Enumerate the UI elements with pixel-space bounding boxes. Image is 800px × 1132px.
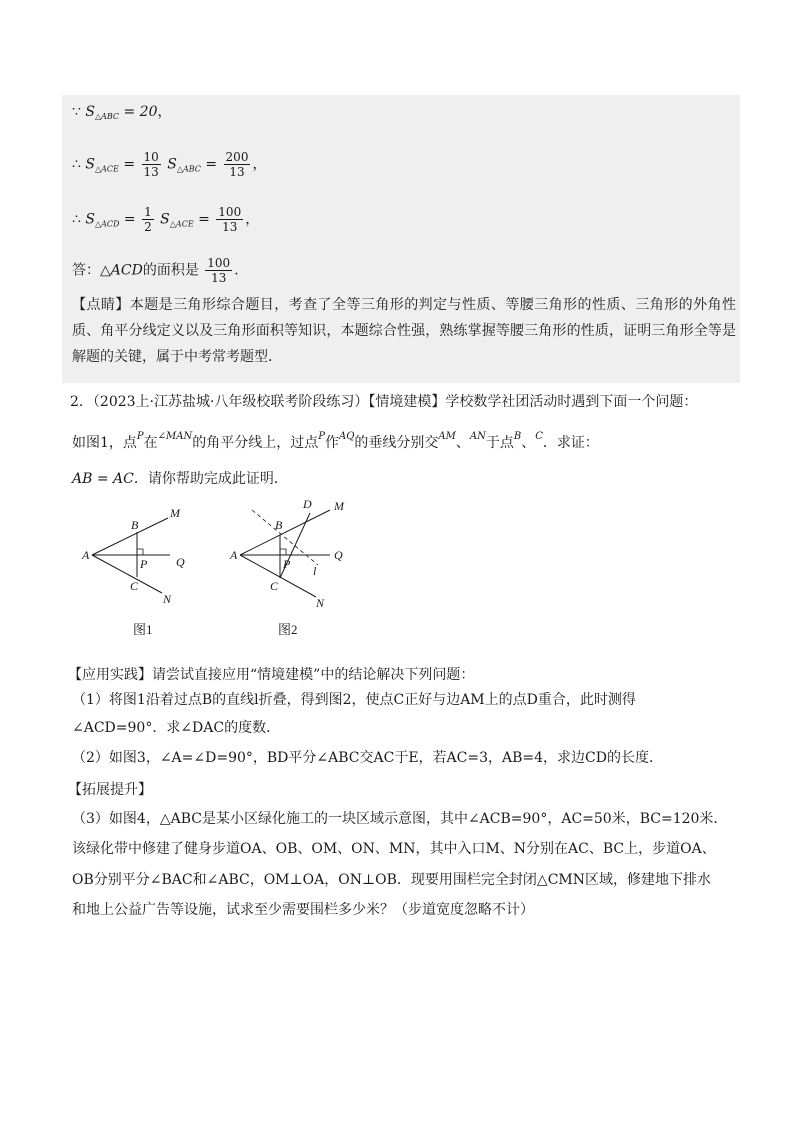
question-2: （2）如图3，∠A=∠D=90°，BD平分∠ABC交AC于E，若AC=3，AB=4，求边CD的长度． (72, 750, 663, 766)
figure-1 (81, 506, 185, 637)
figure-1-caption: 图1 (133, 622, 153, 637)
question-1-part-b: ∠ACD=90°．求∠DAC的度数． (72, 720, 281, 736)
label-Q: Q (334, 548, 343, 562)
comment-paragraph: 【点睛】本题是三角形综合题目，考查了全等三角形的判定与性质、等腰三角形的性质、三角形的外角性质、角平分线定义以及三角形面积等知识，本题综合性强，熟练掌握等腰三角形的性质，证明三角形全等是解题的关键，属于中考常考题型． (72, 297, 736, 365)
problem-2-statement: 如图1，点$^P$在$^{\angle MAN}$的角平分线上，过点$^P$作$^{AQ}$的垂线分别交$^{AM}$、$^{AN}$于点$^B$、$^C$．求证： (72, 431, 599, 451)
therefore-symbol: ∴ (72, 156, 81, 173)
label-M: M (334, 499, 344, 513)
question-3-line-c: OB分别平分∠BAC和∠ABC，OM⊥OA，ON⊥OB．现要用围栏完全封闭△CMN区域，修建地下排水 (72, 872, 711, 888)
problem-2-prove-line: AB = AC．请你帮助完成此证明． (72, 471, 288, 487)
problem-2-header: 2．（2023上·江苏盐城·八年级校联考阶段练习）【情境建模】学校数学社团活动时遇到下面一个问题： (70, 394, 698, 410)
label-B: B (275, 518, 283, 532)
label-P: P (283, 557, 291, 571)
figures (0, 490, 800, 650)
figure-2-caption: 图2 (278, 622, 298, 637)
apply-header: 【应用实践】请尝试直接应用“情境建模”中的结论解决下列问题： (68, 667, 475, 683)
fraction: $\frac{10}{13}$ (143, 150, 159, 179)
label-D: D (303, 497, 312, 511)
label-M: M (170, 506, 180, 520)
solution-line-3: ∴ $S_{\triangle ACD}$ = $\frac{1}{2}$ $S_{\triangle ACE}$ = $\frac{100}{13}$ ， (72, 205, 260, 234)
question-3-line-b: 该绿化带中修建了健身步道OA、OB、OM、ON、MN，其中入口M、N分别在AC、BC上，步道OA、 (72, 841, 716, 857)
solution-line-1: ∵ $S_{\triangle ABC} = 20$， (72, 104, 172, 121)
because-symbol: ∵ (72, 104, 81, 120)
label-A: A (230, 548, 238, 562)
label-Q: Q (176, 555, 185, 569)
label-P: P (140, 557, 148, 571)
label-B: B (131, 518, 139, 532)
extend-header: 【拓展提升】 (68, 782, 152, 798)
therefore-symbol: ∴ (72, 211, 81, 228)
fraction: $\frac{100}{13}$ (218, 205, 242, 234)
fraction: $\frac{100}{13}$ (207, 256, 231, 285)
label-N: N (163, 592, 172, 606)
answer-line: 答：△ACD的面积是 $\frac{100}{13}$ ． (72, 256, 249, 285)
fraction: $\frac{1}{2}$ (144, 205, 152, 234)
label-A: A (82, 548, 90, 562)
question-3-line-a: （3）如图4，△ABC是某小区绿化施工的一块区域示意图，其中∠ACB=90°，AC=50米，BC=120米． (72, 811, 728, 827)
label-C: C (130, 579, 139, 593)
solution-line-2: ∴ $S_{\triangle ACE}$ = $\frac{10}{13}$ $S_{\triangle ABC}$ = $\frac{200}{13}$ ， (72, 150, 267, 179)
question-3-line-d: 和地上公益广告等设施，试求至少需要围栏多少米？（步道宽度忽略不计） (72, 902, 534, 918)
fraction: $\frac{200}{13}$ (225, 150, 249, 179)
label-C: C (270, 579, 279, 593)
label-l: l (313, 564, 317, 578)
question-1-part-a: （1）将图1沿着过点B的直线l折叠，得到图2，使点C正好与边AM上的点D重合，此时测得 (72, 692, 636, 708)
figure-2 (229, 497, 345, 637)
label-N: N (316, 596, 325, 610)
